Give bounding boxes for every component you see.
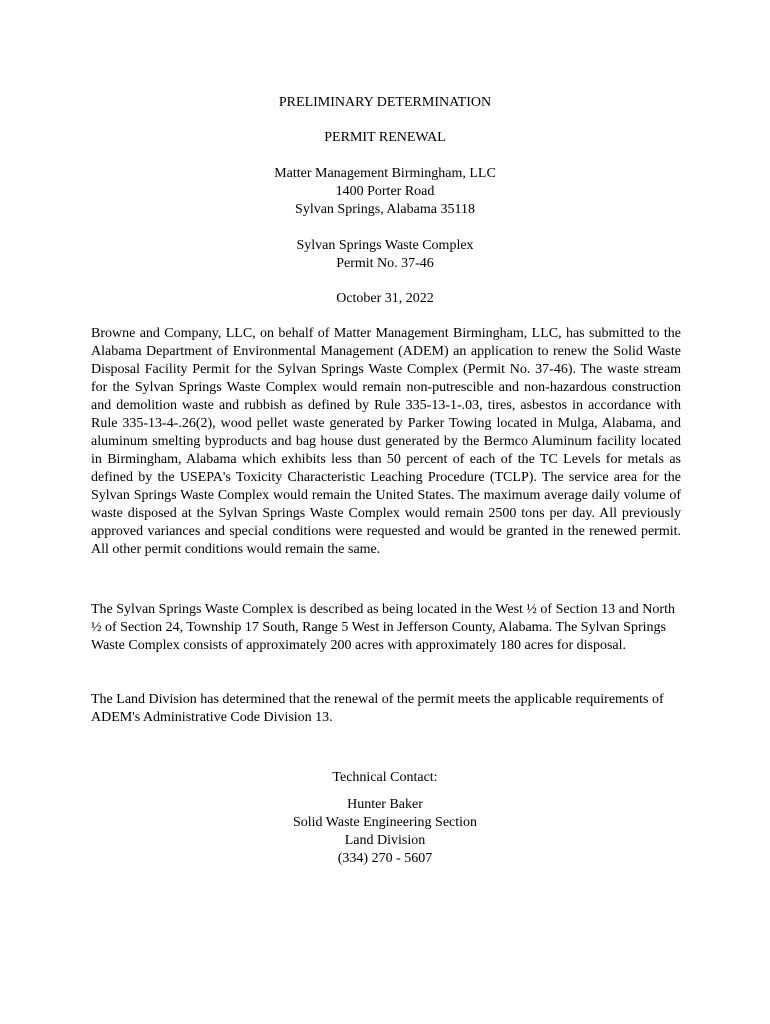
facility-block bbox=[0, 237, 770, 273]
applicant-street: 1400 Porter Road bbox=[335, 184, 435, 199]
applicant-name: Matter Management Birmingham, LLC bbox=[274, 166, 496, 181]
contact-phone: (334) 270 - 5607 bbox=[337, 851, 433, 866]
contact-name: Hunter Baker bbox=[347, 797, 423, 812]
paragraph-determination: The Land Division has determined that the renewal of the permit meets the applicable requirements of ADEM's Administrative Code Division 13. bbox=[91, 692, 664, 725]
permit-number: Permit No. 37-46 bbox=[336, 256, 434, 271]
technical-contact-heading: Technical Contact: bbox=[332, 770, 438, 785]
facility-name: Sylvan Springs Waste Complex bbox=[296, 238, 474, 253]
document-subtitle: PERMIT RENEWAL bbox=[324, 130, 446, 145]
contact-section: Solid Waste Engineering Section bbox=[292, 815, 478, 830]
contact-division: Land Division bbox=[344, 833, 426, 848]
paragraph-location: The Sylvan Springs Waste Complex is described as being located in the West ½ of Section 13 and North ½ of Section 24, Township 17 South, Range 5 West in Jefferson County, Alabama. The Sylvan Springs Waste Complex consists of approximately 200 acres with approximately 180 acres for disposal. bbox=[91, 602, 675, 653]
document-title: PRELIMINARY DETERMINATION bbox=[278, 95, 492, 110]
applicant-city: Sylvan Springs, Alabama 35118 bbox=[295, 202, 475, 217]
technical-contact-block bbox=[0, 796, 770, 868]
applicant-address-block bbox=[0, 165, 770, 219]
paragraph-application: Browne and Company, LLC, on behalf of Matter Management Birmingham, LLC, has submitted to the Alabama Department of Environmental Management (ADEM) an application to renew the Solid Waste Disposal Facility Permit for the Sylvan Springs Waste Complex (Permit No. 37-46). The waste stream for the Sylvan Springs Waste Complex would remain non-putrescible and non-hazardous construction and demolition waste and rubbish as defined by Rule 335-13-1-.03, tires, asbestos in accordance with Rule 335-13-4-.26(2), wood pellet waste generated by Parker Towing located in Mulga, Alabama, and aluminum smelting byproducts and bag house dust generated by the Bermco Aluminum facility located in Birmingham, Alabama which exhibits less than 50 percent of each of the TC Levels for metals as defined by the USEPA's Toxicity Characteristic Leaching Procedure (TCLP). The service area for the Sylvan Springs Waste Complex would remain the United States. The maximum average daily volume of waste disposed at the Sylvan Springs Waste Complex would remain 2500 tons per day. All previously approved variances and special conditions were requested and would be granted in the renewed permit. All other permit conditions would remain the same. bbox=[91, 326, 681, 557]
document-date: October 31, 2022 bbox=[336, 291, 434, 306]
